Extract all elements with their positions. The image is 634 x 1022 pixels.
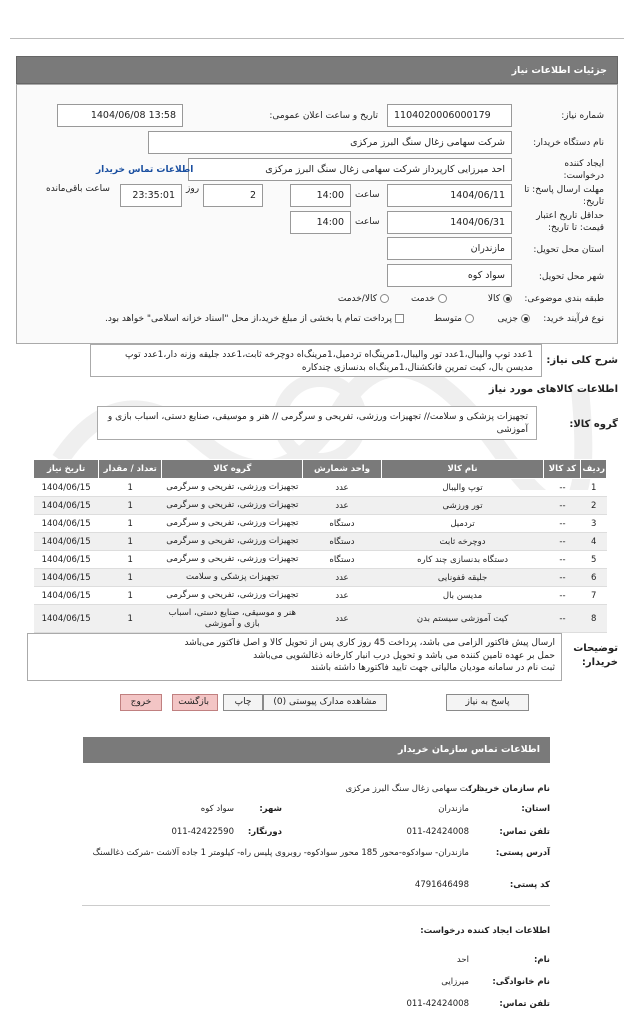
col-qty: تعداد / مقدار [99, 460, 162, 479]
treasury-checkbox[interactable]: پرداخت تمام یا بخشی از مبلغ خرید،از محل "اسناد خزانه اسلامی" خواهد بود. [105, 314, 404, 324]
contact-postal-value: 4791646498 [414, 880, 469, 890]
province-label: استان محل تحویل: [533, 245, 604, 255]
cell-qty: 1 [99, 551, 162, 569]
summary-box: 1عدد توپ والیبال،1عدد تور والیبال،1مرینگ‌اه تردمیل،1مرینگ‌اه دوچرخه ثابت،1عدد جلیقه وزنه دار،1عدد توپ مدیسن بال، کیت تمرین فانکشنال،1مرینگ‌اه بدنسازی چندکاره [90, 344, 542, 377]
reply-time-label: ساعت [355, 190, 380, 200]
goods-group-box: تجهیزات پزشکی و سلامت// تجهیزات ورزشی، تفریحی و سرگرمی // هنر و موسیقی، صنایع دستی، اسباب بازی و آموزشی [97, 406, 537, 440]
radio-selected-icon [503, 294, 512, 303]
cell-name: تور ورزشی [381, 497, 544, 515]
cell-qty: 1 [99, 515, 162, 533]
days-field: 2 [203, 184, 263, 207]
cell-code: -- [544, 551, 581, 569]
goods-section-title: اطلاعات کالاهای مورد نیاز [488, 384, 618, 395]
cell-date: 1404/06/15 [34, 587, 99, 605]
cell-unit: دستگاه [303, 515, 381, 533]
cell-date: 1404/06/15 [34, 533, 99, 551]
cell-name: دستگاه بدنسازی چند کاره [381, 551, 544, 569]
checkbox-icon [395, 314, 404, 323]
cell-name: تردمیل [381, 515, 544, 533]
col-name: نام کالا [381, 460, 544, 479]
category-label: طبقه بندی موضوعی: [524, 294, 604, 304]
reply-button[interactable]: پاسخ به نیاز [446, 694, 529, 711]
cell-code: -- [544, 587, 581, 605]
cell-group: تجهیزات پزشکی و سلامت [162, 569, 303, 587]
cell-name: جلیقه قفونایی [381, 569, 544, 587]
back-button[interactable]: بازگشت [172, 694, 218, 711]
reply-date-field[interactable]: 1404/06/11 [387, 184, 512, 207]
cell-unit: عدد [303, 605, 381, 633]
cell-qty: 1 [99, 533, 162, 551]
creator-phone-label: تلفن تماس: [499, 999, 550, 1009]
contact-org-value: شرکت سهامی زغال سنگ البرز مرکزی [345, 784, 484, 794]
creator-info-title: اطلاعات ایجاد کننده درخواست: [420, 926, 550, 936]
table-row [34, 551, 607, 569]
cell-name: کیت آموزشی سیستم بدن [381, 605, 544, 633]
reply-time-field[interactable]: 14:00 [290, 184, 351, 207]
cell-row: 6 [581, 569, 607, 587]
announce-field[interactable]: 1404/06/08 13:58 [57, 104, 183, 127]
cell-unit: دستگاه [303, 533, 381, 551]
remaining-label: ساعت باقی‌مانده [46, 184, 110, 194]
table-row [34, 587, 607, 605]
note-line: حمل بر عهده تامین کننده می باشد و تحویل درب انبار کارخانه ذغالشویی می‌باشد [253, 650, 555, 661]
print-button[interactable]: چاپ [223, 694, 263, 711]
creator-family-label: نام خانوادگی: [492, 977, 550, 987]
cell-group: تجهیزات ورزشی، تفریحی و سرگرمی [162, 551, 303, 569]
creator-field[interactable]: احد میرزایی کارپرداز شرکت سهامی زغال سنگ البرز مرکزی [188, 158, 512, 181]
cell-group: تجهیزات ورزشی، تفریحی و سرگرمی [162, 587, 303, 605]
contact-section-title: اطلاعات تماس سازمان خریدار [83, 737, 550, 763]
cell-date: 1404/06/15 [34, 605, 99, 633]
goods-table-header [34, 460, 607, 479]
need-number-label: شماره نیاز: [561, 111, 604, 121]
table-row [34, 533, 607, 551]
creator-family-value: میرزایی [441, 977, 469, 987]
cell-code: -- [544, 479, 581, 497]
contact-province-label: استان: [521, 804, 550, 814]
cell-name: دوچرخه ثابت [381, 533, 544, 551]
announce-label: تاریخ و ساعت اعلان عمومی: [269, 111, 378, 121]
cell-row: 5 [581, 551, 607, 569]
cell-qty: 1 [99, 605, 162, 633]
col-group: گروه کالا [162, 460, 303, 479]
cell-name: توپ والیبال [381, 479, 544, 497]
cell-unit: عدد [303, 587, 381, 605]
creator-label: ایجاد کننده درخواست: [563, 159, 604, 181]
cell-qty: 1 [99, 479, 162, 497]
contact-org-label: نام سازمان خریدار: [468, 784, 550, 794]
cell-qty: 1 [99, 497, 162, 515]
cell-unit: دستگاه [303, 551, 381, 569]
radio-icon [438, 294, 447, 303]
cell-date: 1404/06/15 [34, 551, 99, 569]
attachments-button[interactable]: مشاهده مدارک پیوستی (0) [263, 694, 387, 711]
category-option-goods[interactable]: کالا [488, 294, 512, 304]
cell-group: تجهیزات ورزشی، تفریحی و سرگرمی [162, 515, 303, 533]
city-field[interactable]: سواد کوه [387, 264, 512, 287]
cell-group: تجهیزات ورزشی، تفریحی و سرگرمی [162, 479, 303, 497]
radio-icon [465, 314, 474, 323]
cell-group: تجهیزات ورزشی، تفریحی و سرگرمی [162, 533, 303, 551]
cell-row: 3 [581, 515, 607, 533]
cell-qty: 1 [99, 569, 162, 587]
cell-row: 1 [581, 479, 607, 497]
process-option-minor[interactable]: جزیی [497, 314, 530, 324]
contact-city-label: شهر: [259, 804, 282, 814]
cell-code: -- [544, 533, 581, 551]
validity-date-field[interactable]: 1404/06/31 [387, 211, 512, 234]
province-field[interactable]: مازندران [387, 237, 512, 260]
city-label: شهر محل تحویل: [538, 272, 604, 282]
validity-time-field[interactable]: 14:00 [290, 211, 351, 234]
process-label: نوع فرآیند خرید: [543, 314, 604, 324]
cell-group: تجهیزات ورزشی، تفریحی و سرگرمی [162, 497, 303, 515]
cell-row: 8 [581, 605, 607, 633]
process-option-medium[interactable]: متوسط [434, 314, 474, 324]
contact-fax-value: 011-42422590 [171, 827, 234, 837]
table-row [34, 497, 607, 515]
cell-qty: 1 [99, 587, 162, 605]
cell-unit: عدد [303, 479, 381, 497]
contact-postal-label: کد پستی: [509, 880, 550, 890]
validity-time-label: ساعت [355, 217, 380, 227]
note-line: ثبت نام در سامانه مودیان مالیاتی جهت تایید فاکتورها داشته باشند [310, 663, 555, 673]
note-line: ارسال پیش فاکتور الزامی می باشد، پرداخت 45 روز کاری پس از تحویل کالا و اصل فاکتور می‌باشد [184, 638, 555, 648]
category-option-service[interactable]: خدمت [411, 294, 447, 304]
days-label: روز [186, 184, 200, 194]
top-divider [10, 38, 624, 39]
cell-row: 4 [581, 533, 607, 551]
contact-province-value: مازندران [438, 804, 469, 814]
col-unit: واحد شمارش [303, 460, 381, 479]
reply-deadline-label: مهلت ارسال پاسخ: تا تاریخ: [524, 185, 604, 207]
creator-phone-value: 011-42424008 [406, 999, 469, 1009]
table-row [34, 605, 607, 633]
goods-table [33, 459, 607, 633]
contact-phone-value: 011-42424008 [406, 827, 469, 837]
cell-code: -- [544, 515, 581, 533]
buyer-org-field[interactable]: شرکت سهامی زغال سنگ البرز مرکزی [148, 131, 512, 154]
col-code: کد کالا [544, 460, 581, 479]
cell-code: -- [544, 605, 581, 633]
col-row: ردیف [581, 460, 607, 479]
contact-divider [82, 905, 550, 906]
buyer-notes-box [27, 633, 562, 681]
goods-group-label: گروه کالا: [569, 419, 618, 430]
cell-row: 2 [581, 497, 607, 515]
buyer-notes-label: توضیحات خریدار: [573, 643, 618, 668]
contact-city-value: سواد کوه [200, 804, 234, 814]
table-row [34, 479, 607, 497]
cell-date: 1404/06/15 [34, 479, 99, 497]
cell-date: 1404/06/15 [34, 515, 99, 533]
creator-name-value: احد [456, 955, 469, 965]
contact-address-label: آدرس پستی: [495, 848, 550, 858]
remaining-field: 23:35:01 [120, 184, 182, 207]
validity-label: حداقل تاریخ اعتبار قیمت: تا تاریخ: [536, 211, 604, 233]
table-row [34, 515, 607, 533]
cell-row: 7 [581, 587, 607, 605]
col-date: تاریخ نیاز [34, 460, 99, 479]
table-row [34, 569, 607, 587]
radio-icon [380, 294, 389, 303]
category-option-goods-service[interactable]: کالا/خدمت [338, 294, 389, 304]
cell-unit: عدد [303, 569, 381, 587]
radio-selected-icon [521, 314, 530, 323]
cell-group: هنر و موسیقی، صنایع دستی، اسباب بازی و آموزشی [162, 605, 303, 633]
cell-code: -- [544, 497, 581, 515]
exit-button[interactable]: خروج [120, 694, 162, 711]
contact-address-value: مازندران- سوادکوه-محور 185 محور سوادکوه- روبروی پلیس راه- کیلومتر 1 جاده آلاشت -شرکت ذغالسنگ [92, 848, 469, 858]
buyer-contact-link[interactable]: اطلاعات تماس خریدار [96, 165, 194, 175]
page-title: جزئیات اطلاعات نیاز [16, 56, 618, 84]
need-number-field[interactable]: 1104020006000179 [387, 104, 512, 127]
cell-unit: عدد [303, 497, 381, 515]
contact-phone-label: تلفن تماس: [499, 827, 550, 837]
summary-label: شرح کلی نیاز: [546, 355, 618, 366]
buyer-org-label: نام دستگاه خریدار: [533, 138, 604, 148]
cell-code: -- [544, 569, 581, 587]
creator-name-label: نام: [533, 955, 550, 965]
cell-date: 1404/06/15 [34, 569, 99, 587]
cell-date: 1404/06/15 [34, 497, 99, 515]
contact-fax-label: دورنگار: [247, 827, 282, 837]
cell-name: مدیسن بال [381, 587, 544, 605]
